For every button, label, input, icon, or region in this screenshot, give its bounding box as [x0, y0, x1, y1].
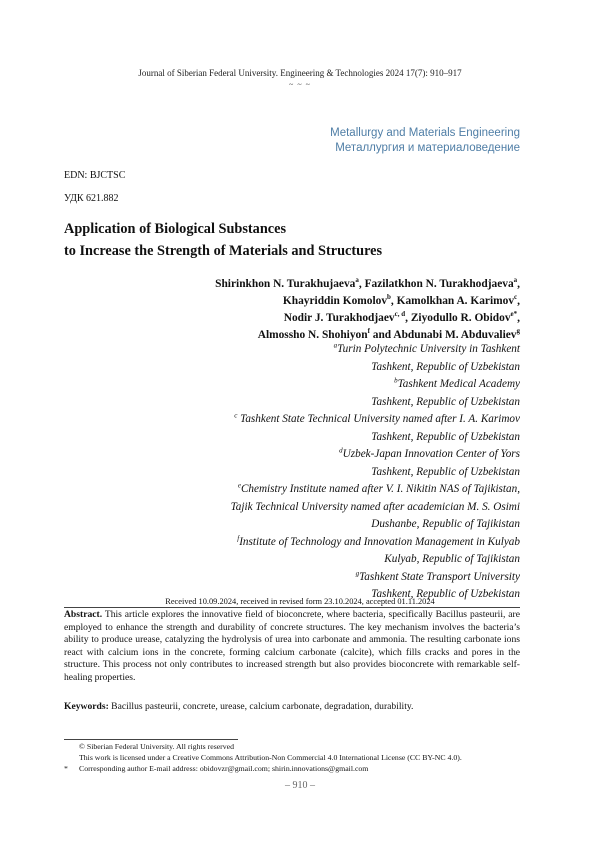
- author-separator: ,: [517, 295, 520, 307]
- affiliation-institution: Chemistry Institute named after V. I. Nikitin NAS of Tajikistan,: [240, 483, 520, 495]
- affiliation-institution: Tashkent Medical Academy: [397, 378, 520, 390]
- affiliation-institution: Tashkent State Transport University: [359, 570, 520, 583]
- affiliation-mark: c: [234, 411, 238, 420]
- affiliation-mark: g: [355, 568, 360, 577]
- edn-code: EDN: BJCTSC: [64, 170, 126, 181]
- author-name: Abdunabi M. Abduvaliev: [393, 329, 517, 341]
- footnote-asterisk: *: [64, 764, 68, 773]
- affiliation-line: Tajik Technical University named after academician M. S. Osimi: [230, 500, 520, 513]
- journal-header: Journal of Siberian Federal University. Engineering & Technologies 2024 17(7): 910–917: [138, 68, 462, 78]
- author-separator: ,: [517, 278, 520, 290]
- affiliation-line: [60, 569, 520, 587]
- copyright-footnote: [64, 742, 534, 753]
- author-affiliation-mark: g: [516, 327, 520, 336]
- affiliation-mark: d: [339, 446, 343, 455]
- affiliation-institution: Institute of Technology and Innovation Management in Kulyab: [239, 535, 520, 548]
- affiliation-institution: Turin Polytechnic University in Tashkent: [337, 343, 520, 355]
- license-text: This work is licensed under a Creative Commons Attribution-Non Commercial 4.0 International License (CC BY-NC 4.0).: [79, 753, 462, 762]
- affiliation-mark: e: [237, 481, 241, 490]
- title-line-2: to Increase the Strength of Materials and Structures: [64, 243, 383, 259]
- affiliation-mark: b: [394, 376, 398, 385]
- affiliation-line: Tashkent, Republic of Uzbekistan: [371, 360, 520, 373]
- copyright-text: © Siberian Federal University. All rights reserved: [79, 742, 235, 751]
- udk-code: УДК 621.882: [64, 193, 119, 204]
- author-list: [60, 276, 520, 344]
- author-separator: ,: [358, 278, 365, 290]
- author-line: [60, 293, 520, 310]
- affiliation-line: [60, 481, 520, 499]
- affiliation-line: [60, 341, 520, 359]
- affiliation-line: Tashkent, Republic of Uzbekistan: [371, 430, 520, 443]
- author-affiliation-mark: a: [355, 276, 359, 285]
- affiliation-line: Tashkent, Republic of Uzbekistan: [371, 465, 520, 478]
- author-affiliation-mark: f: [367, 327, 370, 336]
- title-line-1: Application of Biological Substances: [64, 221, 287, 237]
- author-affiliation-mark: c, d: [394, 310, 406, 319]
- affiliation-institution: Tashkent State Technical University named after I. A. Karimov: [237, 413, 520, 425]
- abstract: [64, 609, 520, 684]
- header-ornament: ~ ~ ~: [289, 80, 311, 89]
- affiliation-line: Tashkent, Republic of Uzbekistan: [371, 395, 520, 408]
- affiliation-line: Kulyab, Republic of Tajikistan: [384, 553, 520, 565]
- section-title-russian: Металлургия и материаловедение: [335, 142, 520, 154]
- page-number: – 910 –: [285, 780, 315, 791]
- affiliation-line: [60, 446, 520, 464]
- author-name: Almossho N. Shohiyon: [257, 329, 368, 341]
- keywords-text: Bacillus pasteurii, concrete, urease, calcium carbonate, degradation, durability.: [111, 701, 414, 712]
- keywords: [64, 701, 520, 714]
- affiliation-line: [60, 411, 520, 429]
- article-title: [64, 218, 382, 262]
- affiliation-line: Dushanbe, Republic of Tajikistan: [371, 518, 520, 530]
- received-dates: Received 10.09.2024, received in revised form 23.10.2024, accepted 01.11.2024: [165, 597, 435, 606]
- author-name: Khayriddin Komolov: [282, 295, 388, 307]
- author-affiliation-mark: a: [513, 276, 518, 285]
- author-separator: ,: [405, 312, 411, 324]
- author-line: [60, 276, 520, 293]
- affiliation-institution: Uzbek-Japan Innovation Center of Yors: [342, 448, 520, 460]
- author-affiliation-mark: b: [387, 293, 391, 302]
- author-name: Shirinkhon N. Turakhujaeva: [215, 278, 356, 290]
- footnote-rule: [64, 739, 238, 740]
- section-title-english: Metallurgy and Materials Engineering: [330, 127, 520, 139]
- author-line: [60, 310, 520, 327]
- abstract-top-rule: [64, 607, 520, 608]
- author-name: Ziyodullo R. Obidov: [410, 312, 511, 324]
- affiliation-mark: f: [237, 533, 240, 542]
- keywords-label: Keywords:: [64, 701, 109, 712]
- affiliation-mark: a: [333, 341, 338, 350]
- abstract-text: This article explores the innovative field of bioconcrete, where bacteria, specifically Bacillus pasteurii, are employed to enhance the strength and durability of concrete structures. The key mechanism involves the bacteria’s ability to produce urease, catalyzing the hydrolysis of urea into carbonate and ammonia. The resulting carbonate ions react with calcium ions in the concrete, forming calcium carbonate (calcite), which fills cracks and pores in the structure. This process not only contributes to increased strength but also provides bioconcrete with remarkable self-healing properties.: [64, 609, 520, 683]
- author-separator: and: [369, 329, 394, 341]
- author-affiliation-mark: c: [514, 293, 518, 302]
- license-footnote: [64, 753, 534, 764]
- author-separator: ,: [390, 295, 397, 307]
- corresponding-footnote: [64, 764, 534, 775]
- corresponding-text: Corresponding author E-mail address: obidovzr@gmail.com; shirin.innovations@gmail.com: [79, 764, 369, 773]
- author-name: Kamolkhan A. Karimov: [396, 295, 515, 307]
- affiliation-list: [60, 341, 520, 604]
- abstract-label: Abstract.: [64, 609, 103, 620]
- affiliation-line: [60, 534, 520, 552]
- affiliation-line: Tashkent, Republic of Uzbekistan: [371, 588, 520, 600]
- affiliation-line: [60, 376, 520, 394]
- author-separator: ,: [517, 312, 520, 324]
- author-name: Fazilatkhon N. Turakhodjaeva: [364, 278, 514, 290]
- author-name: Nodir J. Turakhodjaev: [283, 312, 395, 324]
- author-affiliation-mark: e*: [510, 310, 518, 319]
